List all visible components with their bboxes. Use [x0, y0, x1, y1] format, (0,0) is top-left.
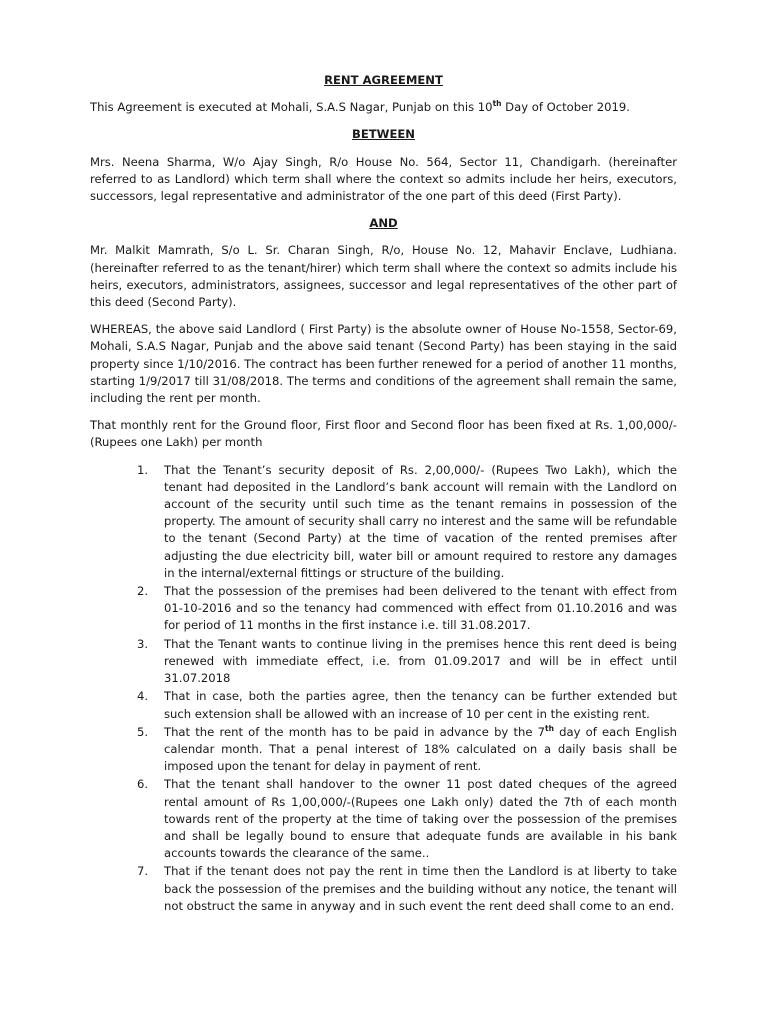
clause-text: That the possession of the premises had been delivered to the tenant with effect from 01-10-2016 and so the tenancy had commenced with effect from 01.10.2016 and was for period of 11 months in the first instance i.e. till 31.08.2017. [164, 584, 677, 633]
clause-item [90, 688, 677, 722]
clause-number: 1. [137, 462, 149, 477]
clause-text-end: day of each English calendar month. That a penal interest of 18% calculated on a daily basis shall be imposed upon the tenant for delay in payment of rent. [164, 724, 677, 774]
intro-superscript: th [492, 99, 502, 109]
second-party-paragraph: Mr. Malkit Mamrath, S/o L. Sr. Charan Singh, R/o, House No. 12, Mahavir Enclave, Ludhiana. (hereinafter referred to as the tenant/hirer) which term shall where the context so admits include his heirs, executors, administrators, assignees, successor and legal representatives of the other part of this deed (Second Party). [90, 243, 677, 310]
clause-item [90, 462, 677, 582]
clause-text: That the rent of the month has to be paid in advance by the 7 [164, 724, 546, 739]
and-heading: AND [369, 216, 398, 231]
clause-text: That in case, both the parties agree, then the tenancy can be further extended but such extension shall be allowed with an increase of 10 per cent in the existing rent. [164, 689, 677, 721]
clause-superscript: th [545, 723, 554, 733]
clause-number: 3. [137, 636, 149, 651]
intro-text: This Agreement is executed at Mohali, S.A.S Nagar, Punjab on this 10 [90, 100, 493, 115]
clause-item [90, 776, 677, 862]
clause-text: That the tenant shall handover to the owner 11 post dated cheques of the agreed rental amount of Rs 1,00,000/-(Rupees one Lakh only) dated the 7th of each month towards rent of the property at the time of taking over the possession of the premises and shall be legally bound to ensure that adequate funds are available in his bank accounts towards the clearance of the same.. [164, 777, 677, 861]
intro-paragraph [90, 99, 677, 116]
clause-item [90, 636, 677, 688]
clause-number: 7. [137, 864, 149, 879]
first-party-paragraph: Mrs. Neena Sharma, W/o Ajay Singh, R/o House No. 564, Sector 11, Chandigarh. (hereinafter referred to as Landlord) which term shall where the context so admits include her heirs, executors, successors, legal representative and administrator of the one part of this deed (First Party). [90, 154, 677, 204]
whereas-paragraph: WHEREAS, the above said Landlord ( First Party) is the absolute owner of House No-1558, Sector-69, Mohali, S.A.S Nagar, Punjab and the above said tenant (Second Party) has been staying in the said property since 1/10/2016. The contract has been further renewed for a period of another 11 months, starting 1/9/2017 till 31/08/2018. The terms and conditions of the agreement shall remain the same, including the rent per month. [90, 322, 677, 406]
clause-number: 4. [137, 689, 149, 704]
clause-item [90, 863, 677, 915]
clause-text: That if the tenant does not pay the rent in time then the Landlord is at liberty to take back the possession of the premises and the building without any notice, the tenant will not obstruct the same in anyway and in such event the rent deed shall come to an end. [164, 864, 677, 913]
clause-number: 2. [137, 584, 149, 599]
document-title: RENT AGREEMENT [324, 73, 443, 87]
clause-number: 5. [137, 724, 149, 739]
between-heading: BETWEEN [352, 127, 415, 142]
clause-text: That the Tenant’s security deposit of Rs. 2,00,000/- (Rupees Two Lakh), which the tenant had deposited in the Landlord’s bank account will remain with the Landlord on account of the security until such time as the tenant remains in possession of the property. The amount of security shall carry no interest and the same will be refundable to the tenant (Second Party) at the time of vacation of the rented premises after adjusting the due electricity bill, water bill or amount required to restore any damages in the internal/external fittings or structure of the building. [164, 462, 677, 580]
clauses-list [90, 462, 677, 915]
intro-text-end: Day of October 2019. [501, 100, 630, 115]
rent-paragraph: That monthly rent for the Ground floor, First floor and Second floor has been fixed at Rs. 1,00,000/- (Rupees one Lakh) per month [90, 418, 677, 450]
clause-item [90, 724, 677, 776]
clause-number: 6. [137, 777, 149, 792]
clause-text: That the Tenant wants to continue living in the premises hence this rent deed is being renewed with immediate effect, i.e. from 01.09.2017 and will be in effect until 31.07.2018 [164, 636, 677, 686]
clause-item [90, 583, 677, 635]
